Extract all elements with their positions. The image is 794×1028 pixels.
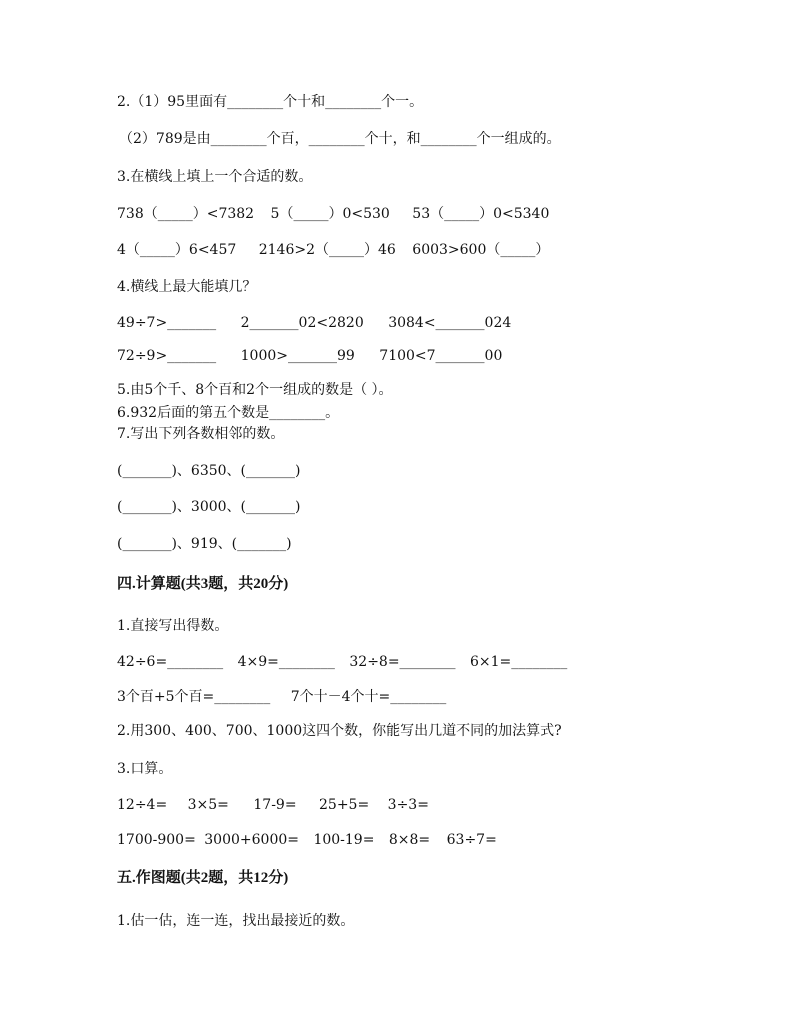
q2-1-text: 2.（1）95里面有________个十和________个一。 [117,94,424,110]
question-7-row-3 [0,534,292,554]
drawing-question-1 [0,911,354,931]
calc-q3-item-4: 25+5= [319,797,370,813]
calc-q1-item-3: 32÷8=________ [349,654,456,670]
question-3-row-2 [0,240,549,260]
calc-q3-item-6: 1700-900= [117,832,196,848]
calc-q1-title-text: 1.直接写出得数。 [117,618,229,634]
q4-title-text: 4.横线上最大能填几？ [117,279,257,295]
calc-q3-item-3: 17-9= [253,797,297,813]
q4-item-3: 3084<_______024 [388,315,512,331]
section-4-heading-text: 四.计算题(共3题，共20分) [117,576,289,592]
calc-question-1-title [0,616,228,636]
calc-question-1-row-2 [0,687,446,707]
q4-item-1: 49÷7>_______ [117,315,217,331]
calc-q3-item-10: 63÷7= [446,832,497,848]
q7-item-3: (_______)、919、(_______) [117,536,292,552]
calc-question-1-row-1 [0,652,567,672]
q2-2-text: （2）789是由________个百，________个十，和________个一组成的。 [119,131,561,147]
calc-q3-item-9: 8×8= [388,832,431,848]
q3-title-text: 3.在横线上填上一个合适的数。 [117,169,313,185]
section-4-heading [0,574,288,594]
question-7-row-2 [0,497,300,517]
question-6 [0,403,339,423]
calc-question-2 [0,721,562,741]
question-7-title [0,424,284,444]
q3-item-4: 4（_____）6<457 [117,242,237,258]
section-5-heading [0,868,288,888]
q3-item-6: 6003>600（_____） [412,242,550,258]
question-7-row-1 [0,461,300,481]
calc-q1-item-5: 3个百+5个百=________ [117,689,271,705]
question-2-2 [0,129,561,149]
question-3-title [0,167,312,187]
q6-text: 6.932后面的第五个数是________。 [117,405,340,421]
q7-item-1: (_______)、6350、(_______) [117,463,301,479]
q3-item-3: 53（_____）0<5340 [412,206,550,222]
question-2-1 [0,92,423,112]
q3-item-5: 2146>2（_____）46 [258,242,396,258]
question-4-row-1 [0,313,511,333]
q4-item-6: 7100<7_______00 [379,348,503,364]
q4-item-5: 1000>_______99 [240,348,355,364]
calc-q1-item-6: 7个十－4个十=________ [290,689,447,705]
calc-q3-item-2: 3×5= [187,797,229,813]
question-4-row-2 [0,346,502,366]
question-4-title [0,277,256,297]
q4-item-2: 2_______02<2820 [240,315,364,331]
q7-title-text: 7.写出下列各数相邻的数。 [117,426,285,442]
calc-q3-item-5: 3÷3= [387,797,429,813]
q7-item-2: (_______)、3000、(_______) [117,499,301,515]
calc-q3-title-text: 3.口算。 [117,761,173,777]
calc-q2-text: 2.用300、400、700、1000这四个数，你能写出几道不同的加法算式? [117,723,562,739]
question-5 [0,380,393,400]
section-5-heading-text: 五.作图题(共2题，共12分) [117,870,289,886]
calc-q3-item-1: 12÷4= [117,797,168,813]
q3-item-2: 5（_____）0<530 [270,206,390,222]
calc-q3-item-7: 3000+6000= [204,832,299,848]
q4-item-4: 72÷9>_______ [117,348,217,364]
q3-item-1: 738（_____）<7382 [117,206,255,222]
calc-q1-item-2: 4×9=________ [237,654,335,670]
calc-question-3-row-2 [0,830,497,850]
question-3-row-1 [0,204,549,224]
calc-q3-item-8: 100-19= [313,832,375,848]
drawing-q1-text: 1.估一估，连一连，找出最接近的数。 [117,913,355,929]
calc-question-3-title [0,759,172,779]
calc-q1-item-4: 6×1=________ [470,654,568,670]
calc-question-3-row-1 [0,795,429,815]
calc-q1-item-1: 42÷6=________ [117,654,224,670]
q5-text: 5.由5个千、8个百和2个一组成的数是（ ）。 [117,382,393,398]
